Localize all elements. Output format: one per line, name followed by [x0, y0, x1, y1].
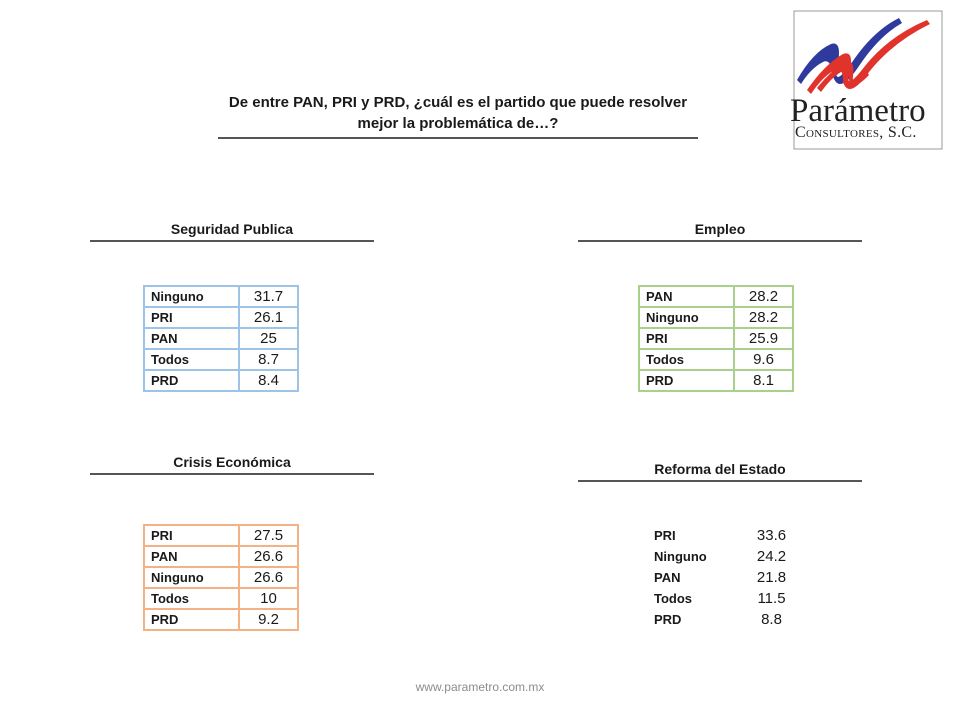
table-row — [639, 328, 793, 349]
row-value: 8.1 — [734, 370, 793, 391]
row-value: 28.2 — [734, 286, 793, 307]
table-row — [144, 286, 298, 307]
logo-subtitle: Consultores, S.C. — [795, 124, 917, 141]
table-row — [647, 567, 801, 588]
row-label: PAN — [144, 546, 239, 567]
table-row — [647, 525, 801, 546]
row-label: PAN — [144, 328, 239, 349]
section-title-empleo: Empleo — [578, 221, 862, 242]
row-label: PAN — [647, 567, 742, 588]
row-label: Ninguno — [639, 307, 734, 328]
row-label: Todos — [647, 588, 742, 609]
table-seguridad — [143, 285, 299, 392]
row-label: PAN — [639, 286, 734, 307]
table-empleo — [638, 285, 794, 392]
row-value: 26.6 — [239, 546, 298, 567]
row-label: PRI — [144, 525, 239, 546]
row-value: 25.9 — [734, 328, 793, 349]
row-label: PRD — [144, 609, 239, 630]
row-label: Ninguno — [647, 546, 742, 567]
row-value: 28.2 — [734, 307, 793, 328]
table-row — [144, 588, 298, 609]
row-value: 33.6 — [742, 525, 801, 546]
table-row — [144, 349, 298, 370]
table-row — [144, 307, 298, 328]
table-row — [647, 609, 801, 630]
row-label: Ninguno — [144, 286, 239, 307]
table-row — [647, 588, 801, 609]
row-label: PRI — [647, 525, 742, 546]
row-label: PRD — [639, 370, 734, 391]
row-label: PRI — [144, 307, 239, 328]
row-value: 27.5 — [239, 525, 298, 546]
table-row — [144, 546, 298, 567]
section-title-crisis: Crisis Económica — [90, 454, 374, 475]
table-row — [144, 567, 298, 588]
row-label: Ninguno — [144, 567, 239, 588]
row-label: PRD — [144, 370, 239, 391]
row-label: Todos — [144, 349, 239, 370]
section-title-reforma: Reforma del Estado — [578, 461, 862, 482]
table-row — [144, 328, 298, 349]
row-label: Todos — [144, 588, 239, 609]
table-row — [639, 349, 793, 370]
row-value: 9.2 — [239, 609, 298, 630]
table-row — [144, 370, 298, 391]
table-reforma — [646, 524, 802, 631]
row-value: 8.4 — [239, 370, 298, 391]
table-row — [144, 609, 298, 630]
row-value: 9.6 — [734, 349, 793, 370]
row-value: 21.8 — [742, 567, 801, 588]
table-row — [639, 307, 793, 328]
row-value: 26.6 — [239, 567, 298, 588]
table-crisis — [143, 524, 299, 631]
row-value: 11.5 — [742, 588, 801, 609]
logo-name: Parámetro — [790, 93, 926, 129]
row-value: 24.2 — [742, 546, 801, 567]
row-value: 10 — [239, 588, 298, 609]
table-row — [144, 525, 298, 546]
table-row — [647, 546, 801, 567]
row-value: 31.7 — [239, 286, 298, 307]
row-label: Todos — [639, 349, 734, 370]
section-title-seguridad: Seguridad Publica — [90, 221, 374, 242]
footer-url[interactable]: www.parametro.com.mx — [415, 680, 545, 694]
row-value: 8.7 — [239, 349, 298, 370]
row-value: 26.1 — [239, 307, 298, 328]
row-label: PRD — [647, 609, 742, 630]
table-row — [639, 286, 793, 307]
page-title: De entre PAN, PRI y PRD, ¿cuál es el partido que puede resolver mejor la problemática de…? — [218, 92, 698, 139]
row-value: 25 — [239, 328, 298, 349]
row-label: PRI — [639, 328, 734, 349]
row-value: 8.8 — [742, 609, 801, 630]
table-row — [639, 370, 793, 391]
